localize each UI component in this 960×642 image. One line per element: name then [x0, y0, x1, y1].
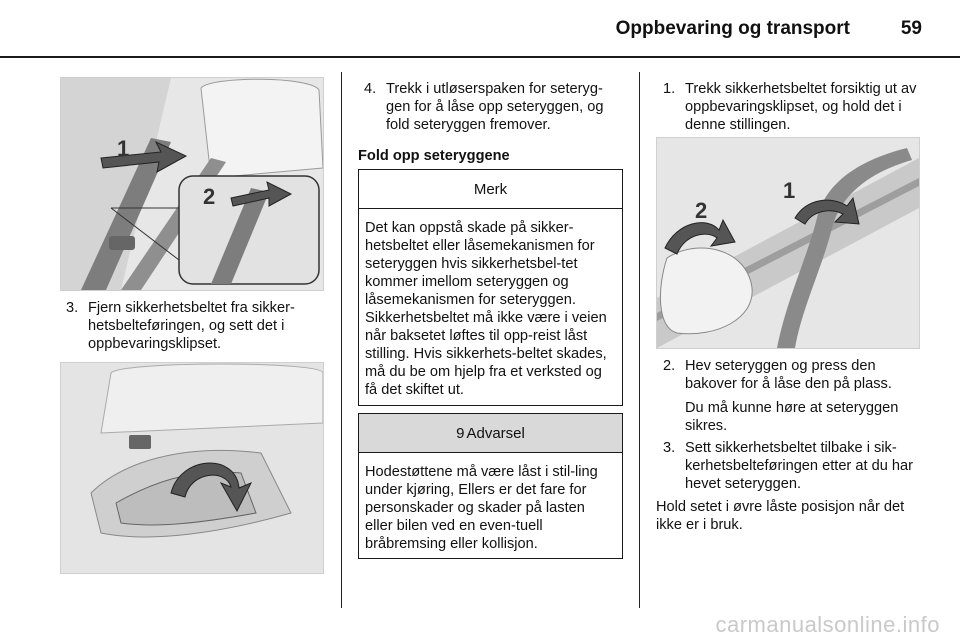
closing-paragraph: Hold setet i øvre låste posisjon når det ikke er i bruk. [656, 499, 905, 533]
step-number: 3. [66, 300, 79, 316]
column-divider-right [639, 72, 640, 608]
step-2-note: Du må kunne høre at seteryggen sikres. [685, 400, 899, 434]
raise-seatback-illustration [657, 138, 919, 348]
fig3-label-1: 1 [783, 178, 796, 203]
step-number: 2. [663, 358, 676, 374]
step-text: Sett sikkerhetsbeltet tilbake i sik-kerhetsbelteføringen etter at du har hevet seteryggen. [685, 440, 913, 492]
step-text: Trekk i utløserspaken for seteryg-gen for å låse opp seteryggen, og fold seteryggen fremover. [386, 81, 604, 133]
warning-title: Advarsel [466, 424, 525, 442]
note-title: Merk [359, 170, 622, 209]
page-number: 59 [900, 18, 922, 39]
figure-storage-clip [60, 362, 324, 574]
step-text: Trekk sikkerhetsbeltet forsiktig ut av oppbevaringsklipset, og hold det i denne stillingen. [685, 81, 917, 133]
section-heading: Fold opp seteryggene [358, 148, 510, 164]
header-rule [0, 56, 960, 58]
watermark: carmanualsonline.info [715, 612, 940, 637]
fig3-label-2: 2 [695, 198, 708, 223]
step-text: Hev seteryggen og press den bakover for å låse den på plass. [685, 358, 892, 392]
storage-clip-illustration [61, 363, 323, 573]
header-title: Oppbevaring og transport [615, 18, 850, 39]
warning-icon: 9 [456, 424, 465, 442]
step-text: Fjern sikkerhetsbeltet fra sikker-hetsbelteføringen, og sett det i oppbevaringsklipset. [88, 300, 295, 352]
note-box [358, 169, 623, 406]
step-number: 1. [663, 81, 676, 97]
belt-guide-illustration [61, 78, 323, 290]
fig1-label-2: 2 [203, 184, 216, 209]
figure-raise-seatback [656, 137, 920, 349]
fig1-label-1: 1 [117, 136, 130, 161]
column-divider-left [341, 72, 342, 608]
warning-box [358, 413, 623, 559]
step-number: 3. [663, 440, 676, 456]
figure-belt-guide [60, 77, 324, 291]
note-body: Det kan oppstå skade på sikker-hetsbeltet eller låsemekanismen for seteryggen hvis sikkerhetsbel-tet kommer imellom seteryggen og låsemekanismen for seteryggen. Sikkerhetsbeltet må ikke være i veien når baksetet løftes til opp-reist låst stilling. Hvis sikkerhets-beltet skades, må du be om hjelp fra et verksted og få det skiftet ut. [365, 220, 607, 398]
step-number: 4. [364, 81, 377, 97]
warning-body: Hodestøttene må være låst i stil-ling under kjøring, Ellers er det fare for personskader og skader på lasten eller bilen ved en even-tuell bråbremsing eller kollisjon. [365, 464, 598, 552]
warning-header [359, 414, 622, 453]
